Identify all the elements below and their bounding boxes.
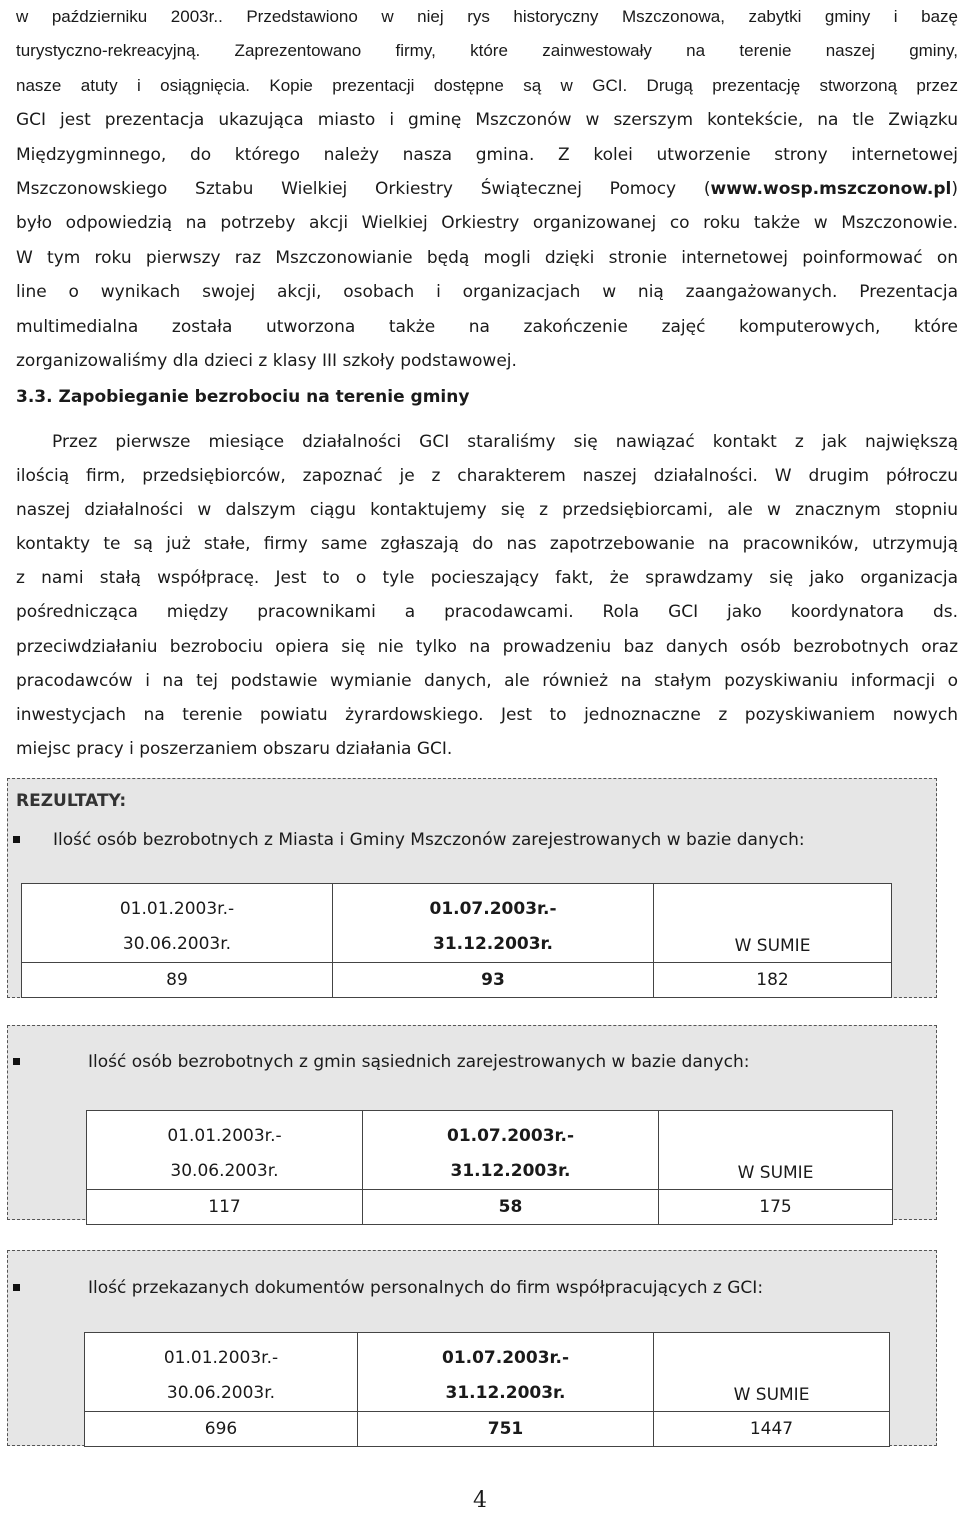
results-table-2 xyxy=(86,1110,893,1225)
section-line: inwestycjach na terenie powiatu żyrardowskiego. Jest to jednoznaczne z pozyskiwaniem nowych xyxy=(16,704,958,725)
total-header: W SUMIE xyxy=(659,1111,893,1190)
results-table-3 xyxy=(84,1332,890,1447)
section-line: kontakty te są już stałe, firmy same zgłaszają do nas zapotrzebowanie na pracowników, utrzymują xyxy=(16,534,958,555)
results-table-1 xyxy=(21,883,892,998)
section-line: pośrednicząca między pracownikami a pracodawcami. Rola GCI jako koordynatora ds. xyxy=(16,602,958,623)
results-label-2: Ilość osób bezrobotnych z gmin sąsiednich zarejestrowanych w bazie danych: xyxy=(88,1052,750,1072)
period-2-value: 58 xyxy=(363,1190,659,1225)
results-label-3: Ilość przekazanych dokumentów personalnych do firm współpracujących z GCI: xyxy=(88,1278,764,1298)
period-1-value: 117 xyxy=(87,1190,363,1225)
section-heading: 3.3. Zapobieganie bezrobociu na terenie gminy xyxy=(16,387,470,407)
period-1-header: 01.01.2003r.- 30.06.2003r. xyxy=(85,1333,358,1412)
intro-line: Międzygminnego, do którego należy nasza gmina. Z kolei utworzenie strony internetowej xyxy=(16,144,958,165)
section-line: ilością firm, przedsiębiorców, zapoznać je z charakterem naszej działalności. W drugim półroczu xyxy=(16,466,958,487)
period-1-header: 01.01.2003r.- 30.06.2003r. xyxy=(87,1111,363,1190)
intro-paragraph xyxy=(16,0,958,378)
section-line: z nami stałą współpracę. Jest to o tyle pocieszający fakt, że sprawdzamy się jako organizacja xyxy=(16,568,958,589)
intro-line: multimedialna została utworzona także na zakończenie zajęć komputerowych, które xyxy=(16,316,958,337)
intro-line-link xyxy=(16,172,958,206)
bullet-icon xyxy=(13,1058,20,1065)
total-value: 1447 xyxy=(654,1412,890,1447)
intro-line: W tym roku pierwszy raz Mszczonowianie będą mogli dzięki stronie internetowej poinformować on xyxy=(16,247,958,268)
intro-line-text: Mszczonowskiego Sztabu Wielkiej Orkiestry Świątecznej Pomocy ( xyxy=(16,179,711,200)
results-label-1: Ilość osób bezrobotnych z Miasta i Gminy Mszczonów zarejestrowanych w bazie danych: xyxy=(53,830,805,850)
period-1-value: 696 xyxy=(85,1412,358,1447)
section-line: pracodawców i na tej podstawie wymianie danych, ale również na stałym pozyskiwaniu informacji o xyxy=(16,670,958,691)
intro-line: zorganizowaliśmy dla dzieci z klasy III szkoły podstawowej. xyxy=(16,351,517,372)
bullet-icon xyxy=(13,1284,20,1291)
results-box-3 xyxy=(7,1250,937,1446)
section-line: miejsc pracy i poszerzaniem obszaru działania GCI. xyxy=(16,738,453,759)
intro-line: w październiku 2003r.. Przedstawiono w niej rys historyczny Mszczonowa, zabytki gminy i bazę xyxy=(16,7,958,26)
period-2-header: 01.07.2003r.- 31.12.2003r. xyxy=(333,884,654,963)
results-box-2 xyxy=(7,1025,937,1220)
period-2-header: 01.07.2003r.- 31.12.2003r. xyxy=(358,1333,654,1412)
section-line: naszej działalności w dalszym ciągu kontaktujemy się z przedsiębiorcami, ale w znacznym stopniu xyxy=(16,500,958,521)
intro-line: line o wynikach swojej akcji, osobach i organizacjach w nią zaangażowanych. Prezentacja xyxy=(16,282,958,303)
section-paragraph xyxy=(16,425,958,766)
period-2-value: 93 xyxy=(333,963,654,998)
period-1-value: 89 xyxy=(22,963,333,998)
total-value: 182 xyxy=(654,963,892,998)
total-header: W SUMIE xyxy=(654,884,892,963)
total-header: W SUMIE xyxy=(654,1333,890,1412)
wosp-link[interactable]: www.wosp.mszczonow.pl xyxy=(710,179,952,200)
period-1-header: 01.01.2003r.- 30.06.2003r. xyxy=(22,884,333,963)
results-title: REZULTATY: xyxy=(16,791,127,811)
page-number: 4 xyxy=(473,1488,487,1513)
bullet-icon xyxy=(13,836,20,843)
results-box-1 xyxy=(7,778,937,998)
intro-line: nasze atuty i osiągnięcia. Kopie prezentacji dostępne są w GCI. Drugą prezentację stworzoną przez xyxy=(16,75,958,95)
link-close-paren: ) xyxy=(951,179,958,200)
total-value: 175 xyxy=(659,1190,893,1225)
section-line: Przez pierwsze miesiące działalności GCI staraliśmy się nawiązać kontakt z jak największą xyxy=(52,432,958,452)
period-2-header: 01.07.2003r.- 31.12.2003r. xyxy=(363,1111,659,1190)
period-2-value: 751 xyxy=(358,1412,654,1447)
intro-line: było odpowiedzią na potrzeby akcji Wielkiej Orkiestry organizowanej co roku także w Mszczonowie. xyxy=(16,213,958,234)
intro-line: GCI jest prezentacja ukazująca miasto i gminę Mszczonów w szerszym kontekście, na tle Związku xyxy=(16,110,958,131)
intro-line: turystyczno-rekreacyjną. Zaprezentowano firmy, które zainwestowały na terenie naszej gminy, xyxy=(16,41,958,61)
section-line: przeciwdziałaniu bezrobociu opiera się nie tylko na prowadzeniu baz danych osób bezrobotnych oraz xyxy=(16,636,958,657)
